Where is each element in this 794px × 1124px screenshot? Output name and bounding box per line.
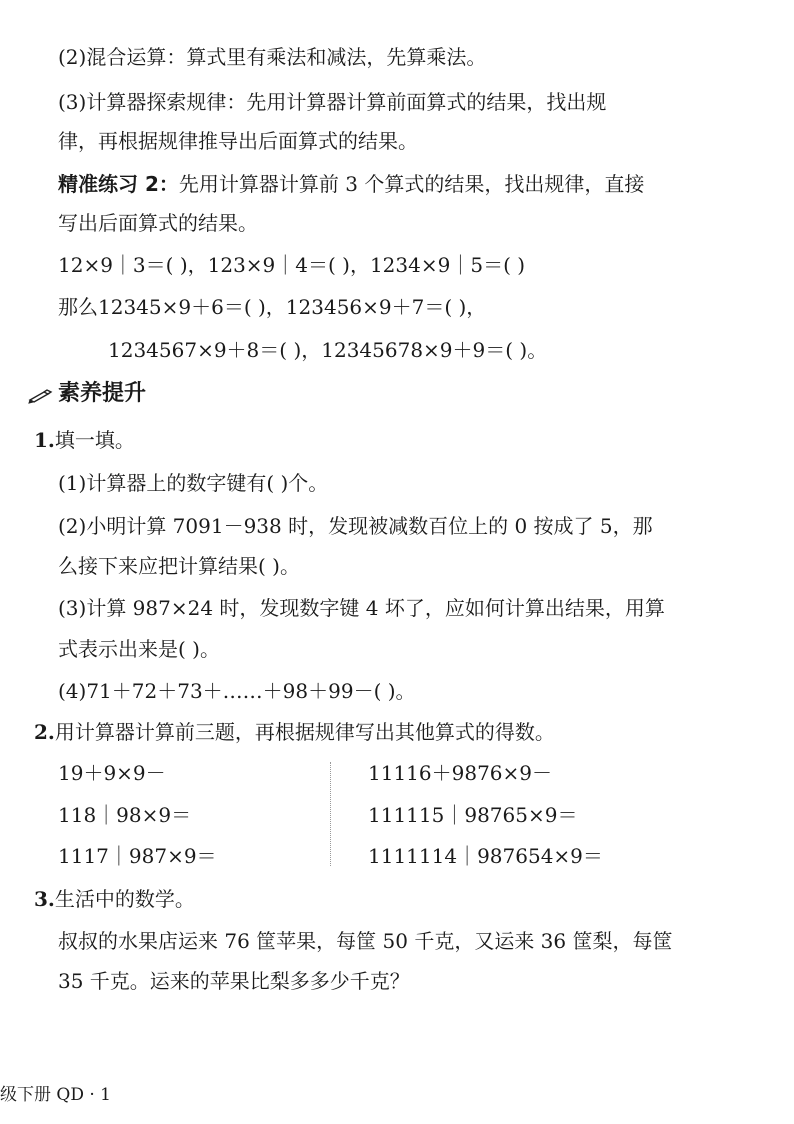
- question-1-part-3a: (3)计算 987×24 时，发现数字键 4 坏了，应如何计算出结果，用算: [58, 596, 665, 620]
- question-title: 用计算器计算前三题，再根据规律写出其他算式的得数。: [54, 720, 555, 744]
- page-footer: 级下册 QD · 1: [0, 1085, 111, 1105]
- column-divider: [330, 762, 331, 866]
- line-equations-2: 那么12345×9＋6＝( )，123456×9＋7＝( )，: [58, 295, 487, 319]
- equation-left-1: 19＋9×9－: [58, 761, 166, 785]
- question-number: 3.: [34, 887, 55, 911]
- practice-text: 先用计算器计算前 3 个算式的结果，找出规律，直接: [178, 172, 645, 196]
- practice-label: 精准练习 2：: [58, 172, 179, 196]
- line-practice-2b: 写出后面算式的结果。: [58, 211, 258, 235]
- question-3-heading: [34, 886, 195, 912]
- equation-left-2: 118｜98×9＝: [58, 803, 192, 827]
- section-title: 素养提升: [58, 381, 147, 406]
- equation-right-1: 11116＋9876×9－: [368, 761, 553, 785]
- question-1-part-2a: (2)小明计算 7091－938 时，发现被减数百位上的 0 按成了 5，那: [58, 514, 653, 538]
- question-3-text-1: 叔叔的水果店运来 76 筐苹果，每筐 50 千克，又运来 36 筐梨，每筐: [58, 929, 673, 953]
- question-1-heading: [34, 427, 135, 453]
- question-number: 1.: [34, 428, 55, 452]
- question-3-text-2: 35 千克。运来的苹果比梨多多少千克？: [58, 969, 410, 993]
- line-mixed-operation: (2)混合运算：算式里有乘法和减法，先算乘法。: [58, 45, 487, 69]
- line-calculator-rule-1: (3)计算器探索规律：先用计算器计算前面算式的结果，找出规: [58, 90, 607, 114]
- question-title: 生活中的数学。: [54, 887, 195, 911]
- question-1-part-1: (1)计算器上的数字键有( )个。: [58, 471, 329, 495]
- pen-icon: [28, 388, 54, 404]
- question-number: 2.: [34, 720, 55, 744]
- equation-left-3: 1117｜987×9＝: [58, 844, 217, 868]
- line-equations-1: 12×9｜3＝( )，123×9｜4＝( )，1234×9｜5＝( ): [58, 253, 526, 277]
- line-practice-2: [58, 171, 644, 197]
- question-2-heading: [34, 719, 555, 745]
- question-1-part-4: (4)71＋72＋73＋……＋98＋99－( )。: [58, 679, 416, 703]
- question-1-part-2b: 么接下来应把计算结果( )。: [58, 554, 300, 578]
- equation-right-2: 111115｜98765×9＝: [368, 803, 578, 827]
- question-title: 填一填。: [54, 428, 135, 452]
- equation-right-3: 1111114｜987654×9＝: [368, 844, 603, 868]
- line-equations-3: 1234567×9＋8＝( )，12345678×9＋9＝( )。: [108, 338, 548, 362]
- question-1-part-3b: 式表示出来是( )。: [58, 637, 220, 661]
- line-calculator-rule-2: 律，再根据规律推导出后面算式的结果。: [58, 129, 418, 153]
